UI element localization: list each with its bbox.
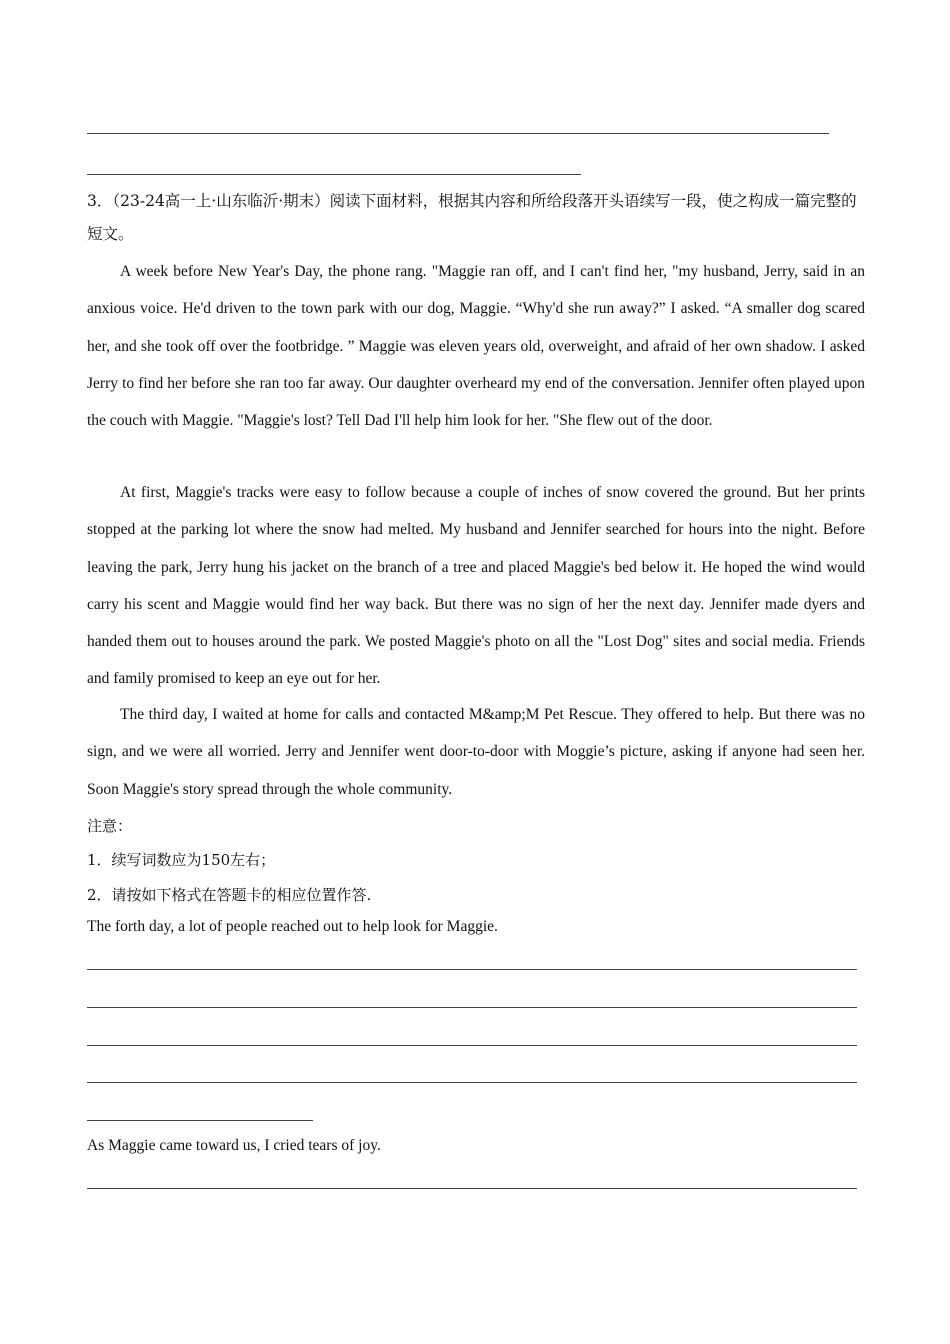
note-item-1: 1．续写词数应为150左右； xyxy=(87,851,276,869)
answer-line xyxy=(87,969,857,970)
continuation-prompt-2: As Maggie came toward us, I cried tears of joy. xyxy=(87,1137,381,1154)
passage-paragraph-2: At first, Maggie's tracks were easy to follow because a couple of inches of snow covered the ground. But her prints stopped at the parking lot where the snow had melted. My husband and Jennifer searched for hours into the night. Before leaving the park, Jerry hung his jacket on the branch of a tree and placed Maggie's bed below it. He hoped the wind would carry his scent and Maggie would find her way back. But there was no sign of her the next day. Jennifer made dyers and handed them out to houses around the park. We posted Maggie's photo on all the "Lost Dog" sites and social media. Friends and family promised to keep an eye out for her. xyxy=(87,484,865,688)
question-number: 3． xyxy=(87,192,113,210)
answer-line xyxy=(87,1188,857,1189)
answer-line xyxy=(87,1082,857,1083)
answer-line xyxy=(87,1045,857,1046)
answer-line xyxy=(87,1007,857,1008)
answer-line xyxy=(87,174,581,175)
question-instruction: （23-24高一上·山东临沂·期末）阅读下面材料，根据其内容和所给段落开头语续写一段，使之构成一篇完整的短文。 xyxy=(87,192,857,243)
question-title xyxy=(87,185,865,251)
note-item-2: 2．请按如下格式在答题卡的相应位置作答. xyxy=(87,886,372,904)
passage-paragraph-1: A week before New Year's Day, the phone rang. "Maggie ran off, and I can't find her, "my husband, Jerry, said in an anxious voice. He'd driven to the town park with our dog, Maggie. “Why'd she run away?” I asked. “A smaller dog scared her, and she took off over the footbridge. ” Maggie was eleven years old, overweight, and afraid of her own shadow. I asked Jerry to find her before she ran too far away. Our daughter overheard my end of the conversation. Jennifer often played upon the couch with Maggie. "Maggie's lost? Tell Dad I'll help him look for her. "She flew out of the door. xyxy=(87,263,865,430)
answer-line xyxy=(87,1120,313,1121)
notes-heading: 注意： xyxy=(87,817,133,835)
passage-paragraph-3: The third day, I waited at home for calls and contacted M&amp;M Pet Rescue. They offered to help. But there was no sign, and we were all worried. Jerry and Jennifer went door-to-door with Moggie’s picture, asking if anyone had seen her. Soon Maggie's story spread through the whole community. xyxy=(87,706,865,798)
continuation-prompt-1: The forth day, a lot of people reached out to help look for Maggie. xyxy=(87,918,498,935)
answer-line xyxy=(87,133,829,134)
